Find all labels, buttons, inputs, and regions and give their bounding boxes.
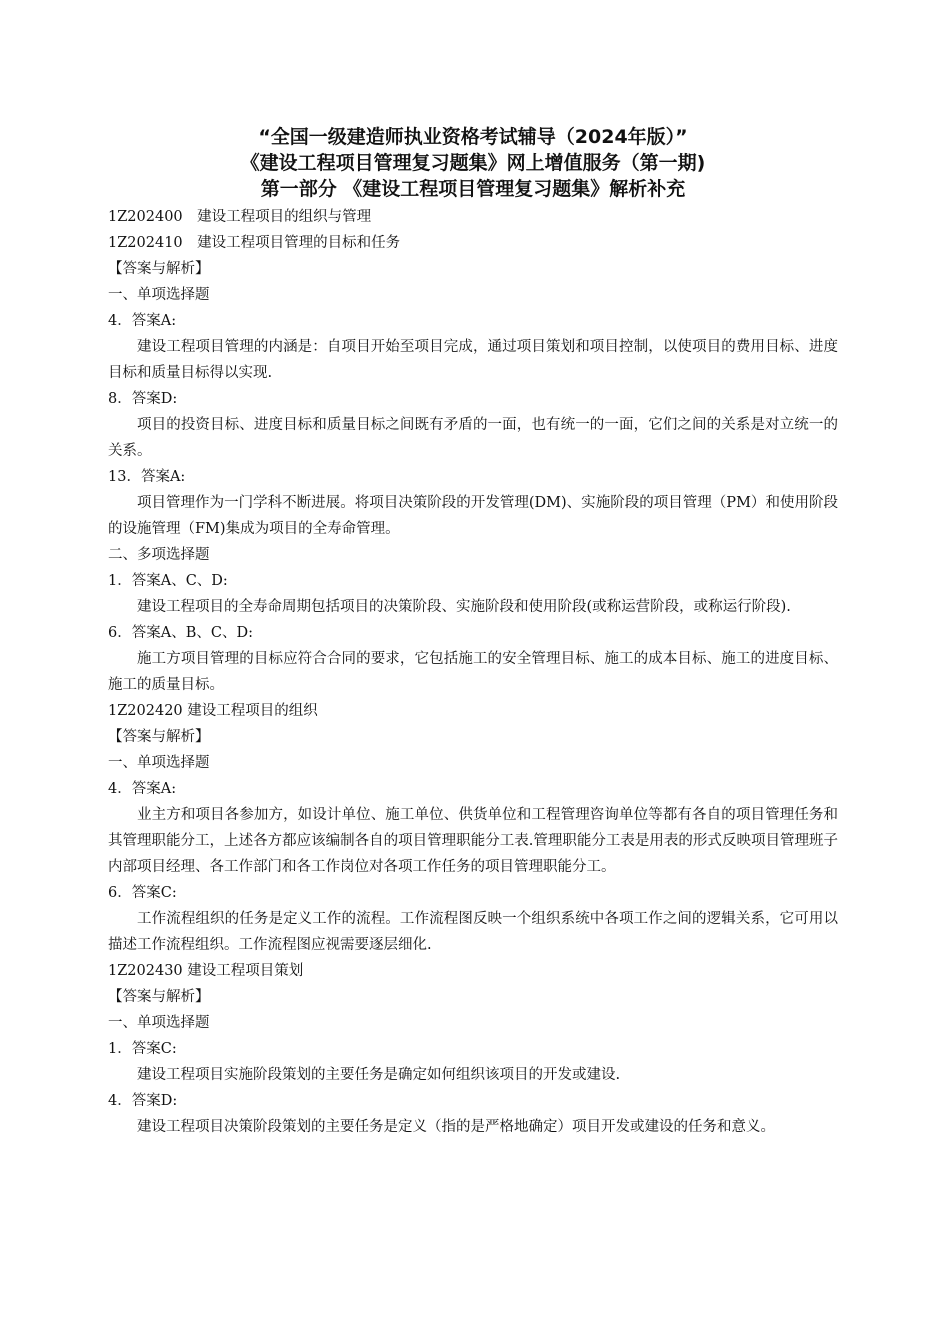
body-paragraph: 项目的投资目标、进度目标和质量目标之间既有矛盾的一面，也有统一的一面，它们之间的关系是对立统一的关系。 <box>108 417 838 459</box>
body-line: 1．答案C: <box>108 1041 177 1057</box>
body-line: 二、多项选择题 <box>108 547 210 563</box>
body-line: 【答案与解析】 <box>108 729 210 745</box>
body-line: 【答案与解析】 <box>108 989 210 1005</box>
body-line: 【答案与解析】 <box>108 261 210 277</box>
document-title-line-1: “全国一级建造师执业资格考试辅导（2024年版）” <box>258 126 688 148</box>
document-title-line-3: 第一部分 《建设工程项目管理复习题集》解析补充 <box>260 178 686 200</box>
body-line: 4．答案D: <box>108 1093 178 1109</box>
body-paragraph: 建设工程项目决策阶段策划的主要任务是定义（指的是严格地确定）项目开发或建设的任务和意义。 <box>137 1119 775 1135</box>
body-line: 一、单项选择题 <box>108 287 210 303</box>
body-paragraph: 业主方和项目各参加方，如设计单位、施工单位、供货单位和工程管理咨询单位等都有各自的项目管理任务和其管理职能分工，上述各方都应该编制各自的项目管理职能分工表.管理职能分工表是用表的形式反映项目管理班子内部项目经理、各工作部门和各工作岗位对各项工作任务的项目管理职能分工。 <box>108 807 838 875</box>
body-paragraph: 项目管理作为一门学科不断进展。将项目决策阶段的开发管理(DM)、实施阶段的项目管理（PM）和使用阶段的设施管理（FM)集成为项目的全寿命管理。 <box>108 495 838 537</box>
body-line: 一、单项选择题 <box>108 1015 210 1031</box>
body-line: 13．答案A: <box>108 469 186 485</box>
body-line: 8．答案D: <box>108 391 178 407</box>
body-line: 1Z202420 建设工程项目的组织 <box>108 703 318 719</box>
document-page <box>108 124 838 1140</box>
body-line: 1Z202400 建设工程项目的组织与管理 <box>108 209 372 225</box>
body-line: 一、单项选择题 <box>108 755 210 771</box>
body-line: 1．答案A、C、D: <box>108 573 228 589</box>
body-line: 1Z202410 建设工程项目管理的目标和任务 <box>108 235 401 251</box>
body-paragraph: 建设工程项目管理的内涵是：自项目开始至项目完成，通过项目策划和项目控制，以使项目的费用目标、进度目标和质量目标得以实现. <box>108 339 838 381</box>
body-line: 4．答案A: <box>108 781 177 797</box>
body-paragraph: 建设工程项目实施阶段策划的主要任务是确定如何组织该项目的开发或建设. <box>137 1067 621 1083</box>
body-line: 1Z202430 建设工程项目策划 <box>108 963 304 979</box>
body-line: 6．答案C: <box>108 885 177 901</box>
document-title-line-2: 《建设工程项目管理复习题集》网上增值服务（第一期) <box>240 152 706 174</box>
body-paragraph: 施工方项目管理的目标应符合合同的要求，它包括施工的安全管理目标、施工的成本目标、施工的进度目标、施工的质量目标。 <box>108 651 838 693</box>
body-line: 6．答案A、B、C、D: <box>108 625 253 641</box>
body-line: 4．答案A: <box>108 313 177 329</box>
body-paragraph: 工作流程组织的任务是定义工作的流程。工作流程图反映一个组织系统中各项工作之间的逻辑关系，它可用以描述工作流程组织。工作流程图应视需要逐层细化. <box>108 911 838 953</box>
document-body <box>108 204 838 1140</box>
body-paragraph: 建设工程项目的全寿命周期包括项目的决策阶段、实施阶段和使用阶段(或称运营阶段，或称运行阶段). <box>137 599 791 615</box>
